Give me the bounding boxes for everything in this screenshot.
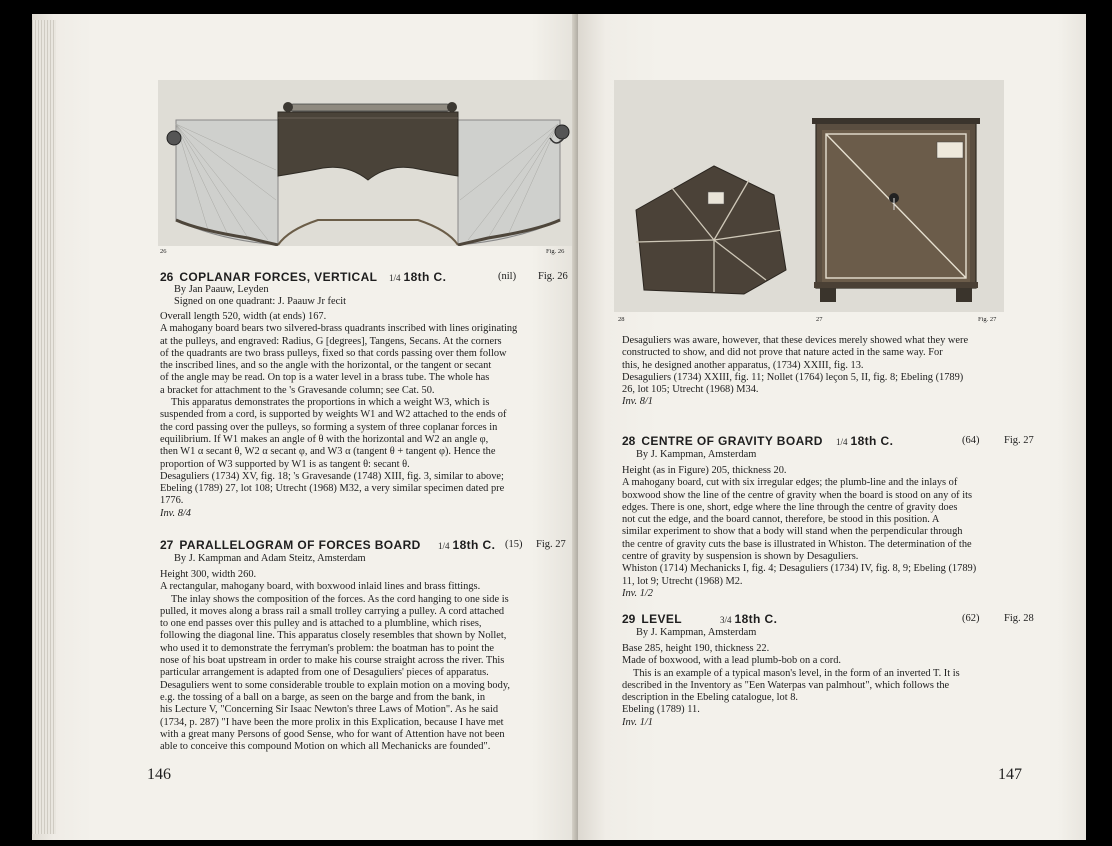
entry-26-title: COPLANAR FORCES, VERTICAL bbox=[179, 270, 378, 284]
entry-26-fig: Fig. 26 bbox=[538, 271, 568, 282]
entry-27-date bbox=[438, 538, 495, 553]
entry-28-fig: Fig. 27 bbox=[1004, 435, 1034, 446]
entry-26-inventory: Inv. 8/4 bbox=[160, 507, 191, 519]
entry-28-inventory: Inv. 1/2 bbox=[622, 587, 653, 599]
entry-28-line: Height (as in Figure) 205, thickness 20. bbox=[622, 465, 787, 476]
entry-28-date bbox=[836, 434, 893, 449]
entry-29-line: Ebeling (1789) 11. bbox=[622, 704, 700, 716]
entry-26-ref: (nil) bbox=[498, 271, 517, 282]
entry-27-line: A rectangular, mahogany board, with boxwood inlaid lines and brass fittings. bbox=[160, 581, 481, 593]
entry-29-ref: (62) bbox=[962, 613, 980, 624]
left-page bbox=[32, 14, 578, 840]
entry-26-line: equilibrium. If W1 makes an angle of θ with the horizontal and W2 an angle φ, bbox=[160, 433, 489, 445]
entry-26-line: of the angle may be read. On top is a water level in a brass tube. The whole has bbox=[160, 372, 490, 384]
figure-label-28: 28 bbox=[618, 316, 625, 323]
entry-26-line: proportion of W3 supported by W1 is as tangent θ: secant θ. bbox=[160, 458, 410, 470]
figure-label-27: 27 bbox=[816, 316, 823, 323]
entry-29-date bbox=[720, 612, 777, 627]
continuation-line: Desaguliers (1734) XXIII, fig. 11; Nollet (1764) leçon 5, II, fig. 8; Ebeling (1789) bbox=[622, 371, 964, 383]
entry-26-line: at the pulleys, and engraved: Radius, G [degrees], Tangens, Secans. At the corners bbox=[160, 335, 502, 347]
entry-28-ref: (64) bbox=[962, 435, 980, 446]
entry-27-line: to one end passes over this pulley and is attached to a plumbline, which rises, bbox=[160, 618, 482, 630]
entry-27-fraction: 1/4 bbox=[438, 541, 450, 551]
entry-29-maker: By J. Kampman, Amsterdam bbox=[636, 627, 757, 638]
continuation-inventory: Inv. 8/1 bbox=[622, 396, 653, 408]
entry-28-line: not cut the edge, and the board cannot, therefore, be stood in this position. A bbox=[622, 514, 940, 526]
entry-27-line: particular arrangement is adapted from one of Desaguliers' pieces of apparatus. bbox=[160, 667, 489, 679]
entry-29-line: Base 285, height 190, thickness 22. bbox=[622, 643, 770, 654]
continuation-line: Desaguliers was aware, however, that these devices merely showed what they were bbox=[622, 335, 969, 346]
page-edges bbox=[32, 20, 56, 834]
entry-27-body bbox=[160, 569, 578, 753]
entry-27-line: who used it to demonstrate the ferryman's problem: the boatman has to point the bbox=[160, 642, 495, 654]
entry-26-line: This apparatus demonstrates the proportions in which a weight W3, which is bbox=[171, 397, 490, 409]
page-number-left: 146 bbox=[147, 766, 171, 783]
entry-28-line: similar experiment to show that a body will stand when the perpendicular through bbox=[622, 526, 963, 538]
entry-28-line: Whiston (1714) Mechanicks I, fig. 4; Desaguliers (1734) IV, fig. 8, 9; Ebeling (1789) bbox=[622, 563, 977, 575]
continuation-line: this, he designed another apparatus, (1734) XXIII, fig. 13. bbox=[622, 359, 864, 371]
entry-26-line: a bracket for attachment to the 's Gravesande column; see Cat. 50. bbox=[160, 384, 435, 396]
entry-29-inventory: Inv. 1/1 bbox=[622, 716, 653, 728]
entry-26-line: of the quadrants are two brass pulleys, fixed so that cords passing over them follow bbox=[160, 347, 507, 359]
entry-28-line: edges. There is one, short, edge where the line through the centre of gravity does bbox=[622, 501, 958, 513]
entry-28-line: A mahogany board, cut with six irregular edges; the plumb-line and the inlays of bbox=[622, 477, 958, 489]
entry-27-ref: (15) bbox=[505, 539, 523, 550]
page-number-right: 147 bbox=[998, 766, 1022, 783]
photo-coplanar-forces bbox=[158, 80, 578, 246]
entry-28-heading bbox=[622, 434, 823, 448]
continuation-body bbox=[622, 335, 1052, 409]
entry-29-title: LEVEL bbox=[641, 612, 683, 626]
entry-26-line: A mahogany board bears two silvered-brass quadrants inscribed with lines originating bbox=[160, 323, 518, 335]
entry-27-line: Desaguliers went to some considerable trouble to explain motion on a moving body, bbox=[160, 679, 510, 691]
entry-29-fig: Fig. 28 bbox=[1004, 613, 1034, 624]
entry-28-line: the centre of gravity cuts the base is illustrated in Whiston. The determination of the bbox=[622, 538, 972, 550]
entry-28-body bbox=[622, 465, 1052, 600]
entry-29-heading bbox=[622, 612, 682, 626]
entry-28-line: 11, lot 9; Utrecht (1968) M2. bbox=[622, 575, 743, 587]
entry-26-century: 18th C. bbox=[403, 270, 447, 284]
entry-26-line: suspended from a cord, is supported by weights W1 and W2 attached to the ends of bbox=[160, 409, 507, 421]
entry-27-maker: By J. Kampman and Adam Steitz, Amsterdam bbox=[174, 553, 366, 564]
entry-29-line: This is an example of a typical mason's level, in the form of an inverted T. It is bbox=[633, 667, 960, 679]
entry-27-line: Height 300, width 260. bbox=[160, 569, 257, 580]
entry-28-number: 28 bbox=[622, 434, 636, 448]
photo-centre-of-gravity-and-parallelogram bbox=[614, 80, 1004, 312]
entry-28-title: CENTRE OF GRAVITY BOARD bbox=[641, 434, 823, 448]
entry-27-title: PARALLELOGRAM OF FORCES BOARD bbox=[179, 538, 421, 552]
entry-27-line: his Lecture V, "Concerning Sir Isaac Newton's three Laws of Motion". As he said bbox=[160, 704, 499, 716]
entry-26-line: Desaguliers (1734) XV, fig. 18; 's Gravesande (1748) XIII, fig. 3, similar to above; bbox=[160, 470, 504, 482]
entry-29-line: Made of boxwood, with a lead plumb-bob on a cord. bbox=[622, 655, 842, 667]
entry-27-number: 27 bbox=[160, 538, 174, 552]
entry-26-number: 26 bbox=[160, 270, 174, 284]
right-page bbox=[578, 14, 1086, 840]
entry-26-maker: By Jan Paauw, Leyden bbox=[174, 284, 269, 295]
entry-28-maker: By J. Kampman, Amsterdam bbox=[636, 449, 757, 460]
entry-26-signed: Signed on one quadrant: J. Paauw Jr fecit bbox=[174, 296, 346, 307]
entry-27-line: (1734, p. 287) "I have been the more prolix in this Explication, because I have met bbox=[160, 716, 504, 728]
entry-29-line: described in the Inventory as "Een Waterpas van palmhout", which follows the bbox=[622, 679, 950, 691]
continuation-line: constructed to show, and did not prove that nature acted in the same way. For bbox=[622, 347, 943, 359]
entry-26-line: Overall length 520, width (at ends) 167. bbox=[160, 311, 327, 322]
figure-label-26: 26 bbox=[160, 248, 167, 255]
entry-29-line: description in the Ebeling catalogue, lot 8. bbox=[622, 692, 799, 704]
entry-27-fig: Fig. 27 bbox=[536, 539, 566, 550]
entry-28-line: centre of gravity by suspension is shown by Desaguliers. bbox=[622, 551, 859, 563]
entry-26-date bbox=[389, 270, 446, 285]
entry-27-line: pulled, it moves along a brass rail a small trolley carrying a pulley. A cord attached bbox=[160, 605, 505, 617]
figure-caption-fig27: Fig. 27 bbox=[978, 316, 997, 323]
entry-26-line: the cord passing over the pulleys, so forming a system of three coplanar forces in bbox=[160, 421, 498, 433]
entry-26-line: then W1 α secant θ, W2 α secant φ, and W3 α (tangent θ + tangent φ). Hence the bbox=[160, 446, 496, 458]
entry-26-fraction: 1/4 bbox=[389, 273, 401, 283]
open-book bbox=[32, 14, 1086, 840]
entry-27-line: e.g. the tossing of a ball on a barge, as seen on the barge and from the bank, in bbox=[160, 691, 486, 703]
entry-28-century: 18th C. bbox=[850, 434, 894, 448]
continuation-line: 26, lot 105; Utrecht (1968) M34. bbox=[622, 384, 759, 396]
entry-27-century: 18th C. bbox=[452, 538, 496, 552]
entry-29-century: 18th C. bbox=[734, 612, 778, 626]
entry-26-body bbox=[160, 311, 578, 520]
entry-28-fraction: 1/4 bbox=[836, 437, 848, 447]
entry-27-line: nose of his boat upstream in order to make his course straight across the river. This bbox=[160, 655, 505, 667]
entry-27-line: following the diagonal line. This apparatus closely resembles that shown by Nollet, bbox=[160, 630, 507, 642]
entry-27-line: with a great many Persons of good Sense, who for want of Attention have not been bbox=[160, 728, 505, 740]
entry-29-fraction: 3/4 bbox=[720, 615, 732, 625]
entry-29-number: 29 bbox=[622, 612, 636, 626]
entry-26-line: Ebeling (1789) 27, lot 108; Utrecht (1968) M32, a very similar specimen dated pre bbox=[160, 483, 505, 495]
entry-26-line: 1776. bbox=[160, 495, 184, 507]
entry-28-line: boxwood show the line of the centre of gravity when the board is stood on any of its bbox=[622, 489, 973, 501]
entry-27-line: able to conceive this compound Motion on which all Mechanicks are founded". bbox=[160, 741, 491, 753]
entry-26-line: the inscribed lines, and so the angle with the horizontal, or the tangent or secant bbox=[160, 360, 492, 372]
entry-27-line: The inlay shows the composition of the forces. As the cord hanging to one side is bbox=[171, 593, 509, 605]
entry-27-heading bbox=[160, 538, 421, 552]
figure-caption-fig26: Fig. 26 bbox=[546, 248, 565, 255]
entry-29-body bbox=[622, 643, 1052, 729]
